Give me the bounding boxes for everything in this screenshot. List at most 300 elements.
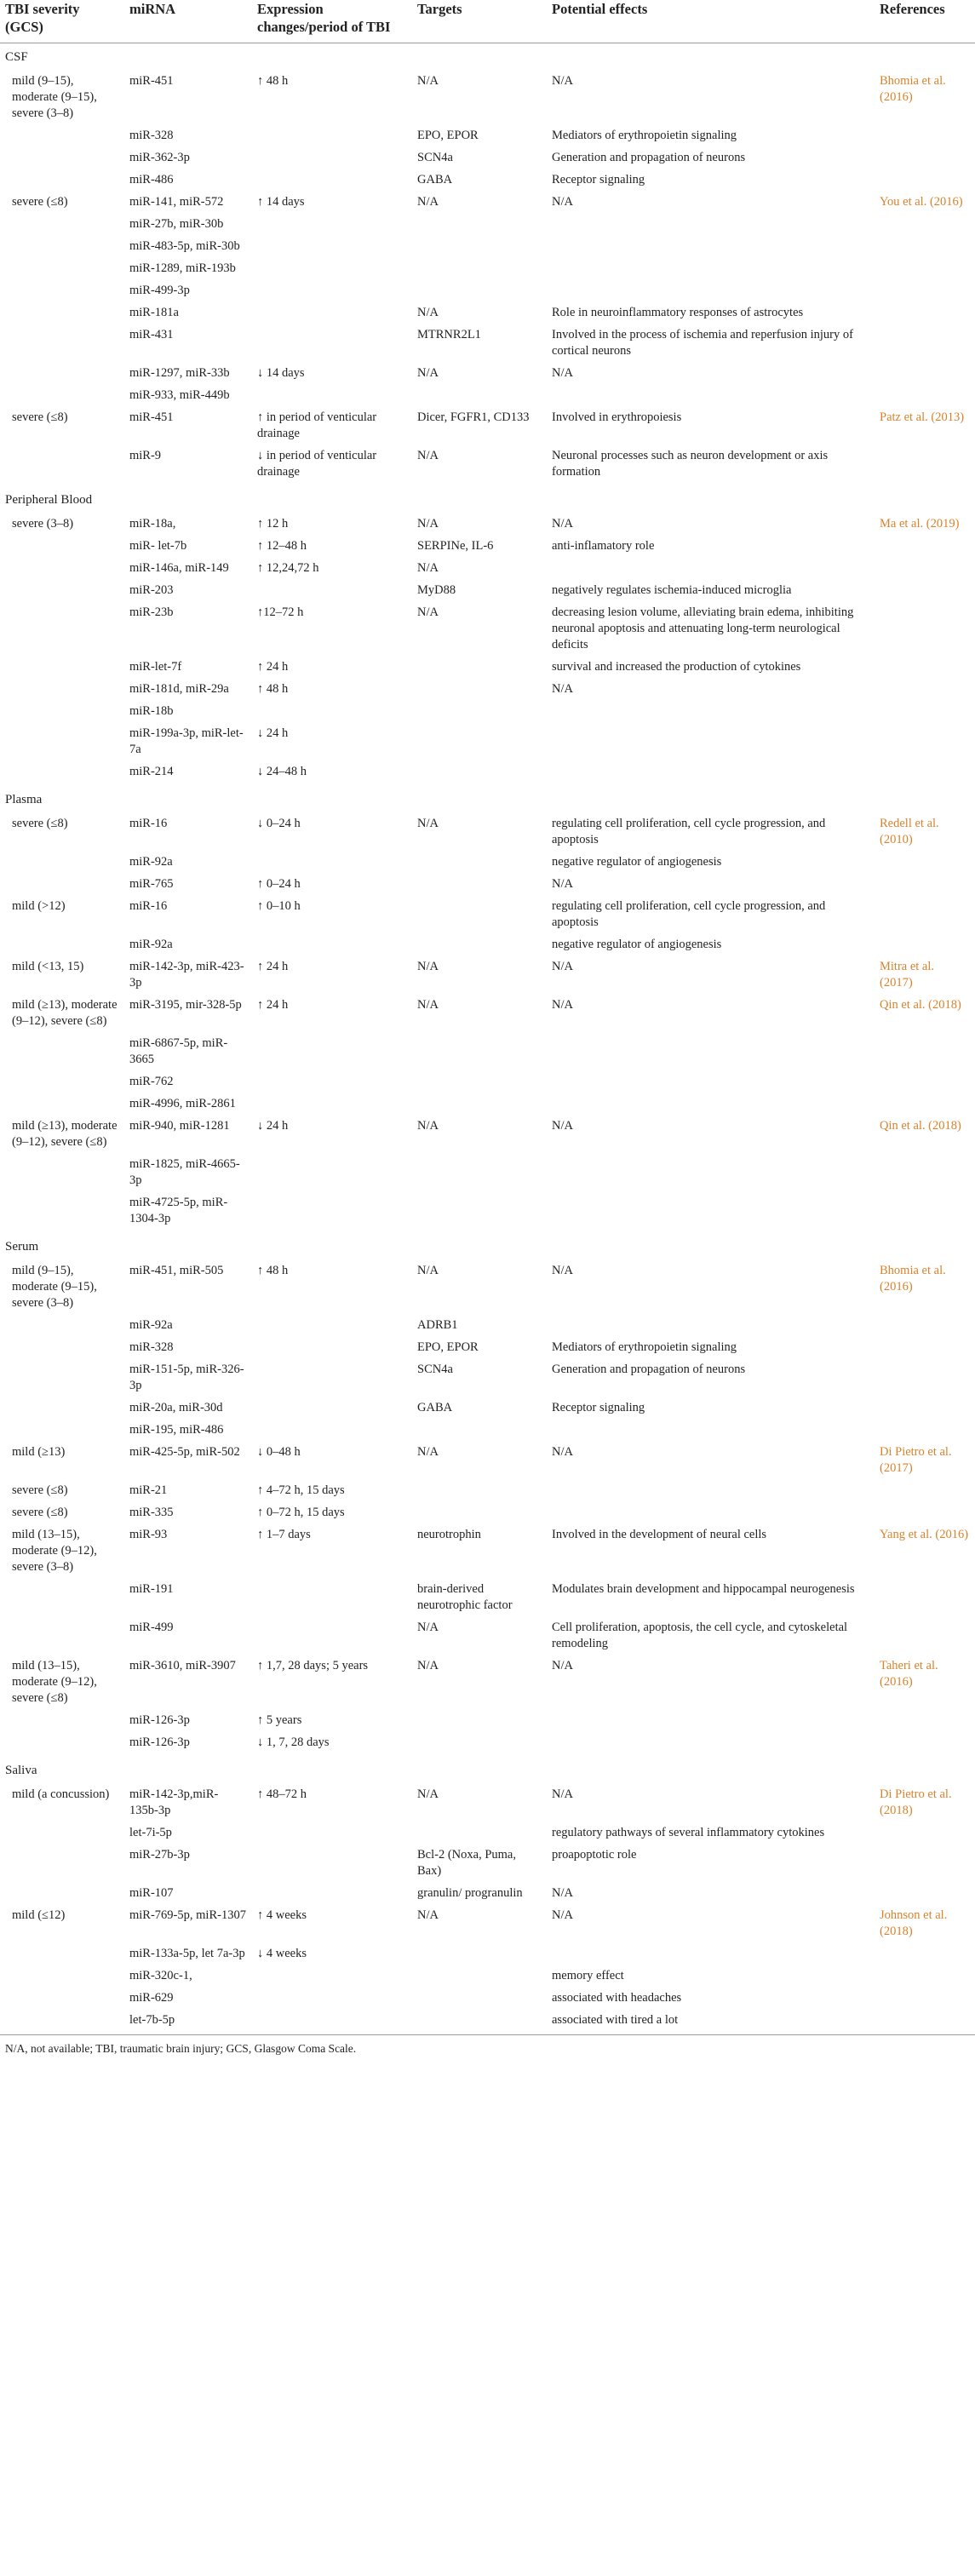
expression-cell: ↑ 12 h (257, 517, 289, 531)
target-cell: Bcl-2 (Noxa, Puma, Bax) (417, 1848, 516, 1878)
reference-link (875, 1156, 975, 1195)
mirna-cell: miR-181a (129, 306, 179, 319)
table-row (0, 1713, 975, 1735)
expression-cell (252, 1847, 412, 1885)
table-row (0, 1908, 975, 1946)
reference-link[interactable]: Bhomia et al. (2016) (880, 74, 946, 104)
table-row (0, 1787, 975, 1825)
effect-cell: Generation and propagation of neurons (552, 151, 746, 164)
mirna-cell: miR-18a, (129, 517, 176, 531)
severity-cell (0, 538, 124, 560)
mirna-cell: miR-107 (129, 1886, 174, 1900)
expression-cell: ↓ 1, 7, 28 days (257, 1736, 330, 1749)
mirna-cell: miR-3610, miR-3907 (129, 1659, 236, 1672)
expression-cell (252, 216, 412, 238)
mirna-cell: miR-451 (129, 410, 174, 424)
reference-link[interactable]: Redell et al. (2010) (880, 817, 939, 846)
severity-cell (0, 1735, 124, 1757)
effect-cell: Cell proliferation, apoptosis, the cell cycle, and cytoskeletal remodeling (552, 1621, 848, 1650)
table-row (0, 1340, 975, 1362)
effect-cell: negatively regulates ischemia-induced microglia (552, 583, 792, 597)
expression-cell (252, 1074, 412, 1096)
severity-cell (0, 854, 124, 876)
mirna-cell: miR-940, miR-1281 (129, 1119, 230, 1133)
mirna-cell: miR-23b (129, 605, 174, 619)
table-row (0, 1527, 975, 1581)
expression-cell: ↓ 24 h (257, 1119, 289, 1133)
target-cell (412, 261, 547, 283)
reference-link (875, 1340, 975, 1362)
effect-cell (547, 1036, 875, 1074)
mirna-cell: miR-93 (129, 1528, 168, 1541)
mirna-cell: miR-27b-3p (129, 1848, 190, 1862)
target-cell: N/A (417, 74, 439, 88)
expression-cell: ↑ 24 h (257, 660, 289, 674)
effect-cell: Generation and propagation of neurons (552, 1363, 746, 1376)
mirna-cell: miR-328 (129, 129, 174, 142)
reference-link (875, 1825, 975, 1847)
severity-cell: severe (≤8) (12, 817, 68, 830)
effect-cell: anti-inflamatory role (552, 539, 655, 553)
header-expression: Expression changes/period of TBI (257, 1, 391, 35)
effect-cell: N/A (552, 1119, 573, 1133)
section-row (0, 486, 975, 516)
effect-cell (547, 560, 875, 582)
reference-link[interactable]: Di Pietro et al. (2017) (880, 1445, 952, 1475)
header-severity: TBI severity (GCS) (5, 1, 80, 35)
expression-cell: ↑ 1,7, 28 days; 5 years (257, 1659, 369, 1672)
target-cell: GABA (417, 173, 453, 186)
reference-link (875, 1735, 975, 1757)
reference-link (875, 1096, 975, 1118)
expression-cell (252, 703, 412, 726)
expression-cell (252, 305, 412, 327)
severity-cell (0, 1340, 124, 1362)
reference-link (875, 1847, 975, 1885)
table-row (0, 365, 975, 387)
effect-cell: associated with tired a lot (552, 2013, 679, 2027)
target-cell: N/A (417, 817, 439, 830)
target-cell: SCN4a (417, 1363, 453, 1376)
reference-link[interactable]: Johnson et al. (2018) (880, 1908, 948, 1938)
table-row (0, 1735, 975, 1757)
expression-cell (252, 238, 412, 261)
expression-cell: ↑ in period of venticular drainage (257, 410, 377, 440)
severity-cell: severe (≤8) (12, 1506, 68, 1519)
mirna-cell: miR-451, miR-505 (129, 1264, 224, 1277)
reference-link (875, 1713, 975, 1735)
target-cell: N/A (417, 1659, 439, 1672)
reference-link (875, 216, 975, 238)
mirna-cell: miR-195, miR-486 (129, 1423, 224, 1437)
table-row (0, 1362, 975, 1400)
expression-cell (252, 387, 412, 410)
mirna-cell: miR-142-3p,miR-135b-3p (129, 1787, 219, 1817)
expression-cell: ↓ 24 h (257, 726, 289, 740)
reference-link (875, 764, 975, 786)
mirna-cell: miR- let-7b (129, 539, 187, 553)
severity-cell: mild (13–15), moderate (9–12), severe (3–8) (12, 1528, 97, 1574)
target-cell: N/A (417, 306, 439, 319)
table-body (0, 43, 975, 2035)
mirna-cell: let-7i-5p (129, 1826, 172, 1839)
table-row (0, 1096, 975, 1118)
expression-cell: ↑ 14 days (257, 195, 305, 209)
header-effects: Potential effects (552, 1, 648, 17)
target-cell: N/A (417, 1445, 439, 1459)
section-row (0, 1757, 975, 1787)
severity-cell: severe (≤8) (12, 195, 68, 209)
target-cell: brain-derived neurotrophic factor (417, 1582, 513, 1612)
mirna-cell: miR-142-3p, miR-423-3p (129, 960, 244, 990)
severity-cell (0, 1400, 124, 1422)
target-cell (412, 1505, 547, 1527)
table-row (0, 703, 975, 726)
header-mirna: miRNA (129, 1, 176, 17)
target-cell (412, 1483, 547, 1505)
severity-cell (0, 605, 124, 659)
expression-cell (252, 1362, 412, 1400)
expression-cell: ↓ 24–48 h (257, 765, 307, 778)
mirna-cell: miR-4725-5p, miR-1304-3p (129, 1196, 228, 1225)
mirna-cell: miR-4996, miR-2861 (129, 1097, 236, 1110)
reference-link (875, 937, 975, 959)
effect-cell: memory effect (552, 1969, 624, 1982)
reference-link[interactable]: Ma et al. (2019) (880, 517, 960, 531)
reference-link (875, 726, 975, 764)
expression-cell: ↑ 48–72 h (257, 1787, 307, 1801)
severity-cell: mild (<13, 15) (12, 960, 84, 973)
mirna-cell: miR-126-3p (129, 1713, 190, 1727)
expression-cell (252, 582, 412, 605)
severity-cell (0, 261, 124, 283)
mirna-cell: miR-483-5p, miR-30b (129, 239, 240, 253)
table-row (0, 1968, 975, 1990)
effect-cell (547, 261, 875, 283)
mirna-cell: miR-765 (129, 877, 174, 891)
severity-cell: mild (≤12) (12, 1908, 66, 1922)
effect-cell: negative regulator of angiogenesis (552, 855, 722, 869)
expression-cell (252, 1968, 412, 1990)
table-row (0, 1400, 975, 1422)
mirna-cell: miR-146a, miR-149 (129, 561, 229, 575)
target-cell (412, 854, 547, 876)
table-header (0, 0, 975, 43)
reference-link (875, 448, 975, 486)
target-cell (412, 703, 547, 726)
reference-link (875, 1036, 975, 1074)
effect-cell: Involved in the development of neural cells (552, 1528, 767, 1541)
table-row (0, 305, 975, 327)
effect-cell (547, 1156, 875, 1195)
reference-link[interactable]: Taheri et al. (2016) (880, 1659, 938, 1689)
expression-cell: ↑ 24 h (257, 998, 289, 1012)
reference-link (875, 387, 975, 410)
severity-cell (0, 764, 124, 786)
severity-cell (0, 1968, 124, 1990)
header-targets: Targets (417, 1, 462, 17)
table-row (0, 1118, 975, 1156)
effect-cell (547, 726, 875, 764)
severity-cell (0, 1096, 124, 1118)
target-cell: EPO, EPOR (417, 129, 479, 142)
target-cell: GABA (417, 1401, 453, 1414)
expression-cell (252, 1340, 412, 1362)
severity-cell (0, 2012, 124, 2035)
table-row (0, 1825, 975, 1847)
severity-cell: mild (≥13), moderate (9–12), severe (≤8) (12, 1119, 118, 1149)
expression-cell: ↑ 48 h (257, 1264, 289, 1277)
mirna-cell: miR-18b (129, 704, 174, 718)
effect-cell: associated with headaches (552, 1991, 682, 2005)
target-cell (412, 2012, 547, 2035)
reference-link[interactable]: Patz et al. (2013) (880, 410, 965, 424)
expression-cell (252, 1581, 412, 1620)
effect-cell: negative regulator of angiogenesis (552, 938, 722, 951)
target-cell: SCN4a (417, 151, 453, 164)
reference-link (875, 1505, 975, 1527)
expression-cell: ↑12–72 h (257, 605, 304, 619)
mirna-cell: miR-92a (129, 855, 173, 869)
target-cell (412, 681, 547, 703)
target-cell (412, 876, 547, 898)
table-row (0, 1422, 975, 1444)
severity-cell: mild (9–15), moderate (9–15), severe (3–8) (12, 74, 97, 120)
severity-cell (0, 1317, 124, 1340)
reference-link (875, 238, 975, 261)
severity-cell (0, 448, 124, 486)
mirna-cell: miR-431 (129, 328, 174, 341)
severity-cell (0, 1036, 124, 1074)
table-row (0, 150, 975, 172)
target-cell (412, 1825, 547, 1847)
expression-cell: ↓ in period of venticular drainage (257, 449, 377, 479)
table-row (0, 1317, 975, 1340)
table-row (0, 1263, 975, 1317)
table-row (0, 1620, 975, 1658)
effect-cell: N/A (552, 682, 573, 696)
target-cell (412, 1735, 547, 1757)
mirna-cell: miR-1825, miR-4665-3p (129, 1157, 240, 1187)
reference-link (875, 1422, 975, 1444)
effect-cell (547, 1317, 875, 1340)
expression-cell (252, 1195, 412, 1233)
target-cell: N/A (417, 960, 439, 973)
effect-cell: Role in neuroinflammatory responses of astrocytes (552, 306, 804, 319)
table-row (0, 1156, 975, 1195)
expression-cell (252, 1422, 412, 1444)
mirna-cell: miR-27b, miR-30b (129, 217, 224, 231)
table-row (0, 516, 975, 538)
table-row (0, 261, 975, 283)
expression-cell (252, 1400, 412, 1422)
severity-cell (0, 305, 124, 327)
severity-cell: mild (>12) (12, 899, 66, 913)
effect-cell: Receptor signaling (552, 173, 645, 186)
table-row (0, 1990, 975, 2012)
target-cell (412, 1990, 547, 2012)
expression-cell: ↑ 1–7 days (257, 1528, 311, 1541)
effect-cell (547, 216, 875, 238)
severity-cell: severe (3–8) (12, 517, 74, 531)
effect-cell: Neuronal processes such as neuron development or axis formation (552, 449, 829, 479)
reference-link[interactable]: Mitra et al. (2017) (880, 960, 935, 990)
target-cell: Dicer, FGFR1, CD133 (417, 410, 530, 424)
mirna-cell: miR-486 (129, 173, 174, 186)
mirna-cell: miR-92a (129, 938, 173, 951)
mirna-cell: miR-126-3p (129, 1736, 190, 1749)
table-row (0, 959, 975, 997)
target-cell (412, 1156, 547, 1195)
reference-link (875, 582, 975, 605)
effect-cell (547, 238, 875, 261)
mirna-cell: miR-16 (129, 817, 168, 830)
effect-cell: N/A (552, 877, 573, 891)
severity-cell (0, 387, 124, 410)
severity-cell (0, 150, 124, 172)
reference-link (875, 681, 975, 703)
target-cell (412, 1096, 547, 1118)
table-row (0, 128, 975, 150)
effect-cell: regulatory pathways of several inflammatory cytokines (552, 1826, 825, 1839)
target-cell: SERPINe, IL-6 (417, 539, 494, 553)
reference-link[interactable]: Bhomia et al. (2016) (880, 1264, 946, 1294)
mirna-cell: miR-629 (129, 1991, 174, 2005)
mirna-cell: miR-451 (129, 74, 174, 88)
severity-cell (0, 560, 124, 582)
expression-cell (252, 937, 412, 959)
section-label: Plasma (5, 793, 43, 806)
target-cell: N/A (417, 998, 439, 1012)
target-cell: N/A (417, 1621, 439, 1634)
footnote-row (0, 2035, 975, 2063)
effect-cell (547, 703, 875, 726)
reference-link[interactable]: Qin et al. (2018) (880, 1119, 961, 1133)
target-cell (412, 726, 547, 764)
effect-cell: Modulates brain development and hippocampal neurogenesis (552, 1582, 855, 1596)
reference-link[interactable]: Di Pietro et al. (2018) (880, 1787, 952, 1817)
target-cell: N/A (417, 1908, 439, 1922)
effect-cell: N/A (552, 74, 573, 88)
expression-cell: ↑ 4–72 h, 15 days (257, 1483, 345, 1497)
table-row (0, 172, 975, 194)
target-cell: N/A (417, 605, 439, 619)
expression-cell (252, 327, 412, 365)
effect-cell: N/A (552, 366, 573, 380)
reference-link[interactable]: Qin et al. (2018) (880, 998, 961, 1012)
expression-cell: ↑ 12,24,72 h (257, 561, 319, 575)
expression-cell (252, 128, 412, 150)
severity-cell (0, 172, 124, 194)
reference-link (875, 605, 975, 659)
section-label: Peripheral Blood (5, 493, 93, 507)
expression-cell (252, 1990, 412, 2012)
table-row (0, 1036, 975, 1074)
reference-link[interactable]: Yang et al. (2016) (880, 1528, 969, 1541)
severity-cell (0, 128, 124, 150)
expression-cell: ↓ 0–24 h (257, 817, 301, 830)
target-cell: neurotrophin (417, 1528, 481, 1541)
severity-cell (0, 1581, 124, 1620)
effect-cell: N/A (552, 1886, 573, 1900)
mirna-cell: miR-151-5p, miR-326-3p (129, 1363, 244, 1392)
mirna-cell: miR-320c-1, (129, 1969, 192, 1982)
reference-link (875, 1990, 975, 2012)
table-row (0, 1074, 975, 1096)
severity-cell (0, 327, 124, 365)
effect-cell: proapoptotic role (552, 1848, 637, 1862)
severity-cell (0, 365, 124, 387)
expression-cell (252, 1620, 412, 1658)
table-row (0, 238, 975, 261)
target-cell (412, 216, 547, 238)
severity-cell (0, 582, 124, 605)
effect-cell (547, 1505, 875, 1527)
table-row (0, 764, 975, 786)
target-cell (412, 1036, 547, 1074)
mirna-cell: miR-328 (129, 1340, 174, 1354)
effect-cell: N/A (552, 195, 573, 209)
target-cell: N/A (417, 517, 439, 531)
effect-cell (547, 387, 875, 410)
effect-cell: N/A (552, 998, 573, 1012)
expression-cell (252, 854, 412, 876)
reference-link (875, 261, 975, 283)
table-row (0, 216, 975, 238)
table-row (0, 560, 975, 582)
reference-link[interactable]: You et al. (2016) (880, 195, 963, 209)
target-cell: N/A (417, 366, 439, 380)
mirna-cell: miR-1289, miR-193b (129, 261, 236, 275)
expression-cell (252, 283, 412, 305)
effect-cell (547, 1096, 875, 1118)
severity-cell (0, 1422, 124, 1444)
table-row (0, 898, 975, 937)
table-row (0, 538, 975, 560)
reference-link (875, 898, 975, 937)
effect-cell: survival and increased the production of cytokines (552, 660, 801, 674)
target-cell: N/A (417, 449, 439, 462)
effect-cell (547, 764, 875, 786)
effect-cell (547, 1946, 875, 1968)
effect-cell: N/A (552, 517, 573, 531)
target-cell: MyD88 (417, 583, 456, 597)
target-cell (412, 283, 547, 305)
expression-cell (252, 172, 412, 194)
reference-link (875, 1968, 975, 1990)
severity-cell: mild (a concussion) (12, 1787, 110, 1801)
target-cell: ADRB1 (417, 1318, 458, 1332)
expression-cell: ↑ 0–24 h (257, 877, 301, 891)
table-row (0, 1946, 975, 1968)
target-cell: N/A (417, 1119, 439, 1133)
mirna-cell: miR-933, miR-449b (129, 388, 230, 402)
severity-cell (0, 1990, 124, 2012)
expression-cell: ↑ 24 h (257, 960, 289, 973)
table-row (0, 1483, 975, 1505)
header-references: References (880, 1, 945, 17)
severity-cell: severe (≤8) (12, 410, 68, 424)
effect-cell: N/A (552, 1787, 573, 1801)
target-cell (412, 1946, 547, 1968)
reference-link (875, 876, 975, 898)
reference-link (875, 538, 975, 560)
reference-link (875, 1946, 975, 1968)
table-row (0, 387, 975, 410)
severity-cell (0, 1195, 124, 1233)
severity-cell (0, 703, 124, 726)
effect-cell: N/A (552, 1445, 573, 1459)
